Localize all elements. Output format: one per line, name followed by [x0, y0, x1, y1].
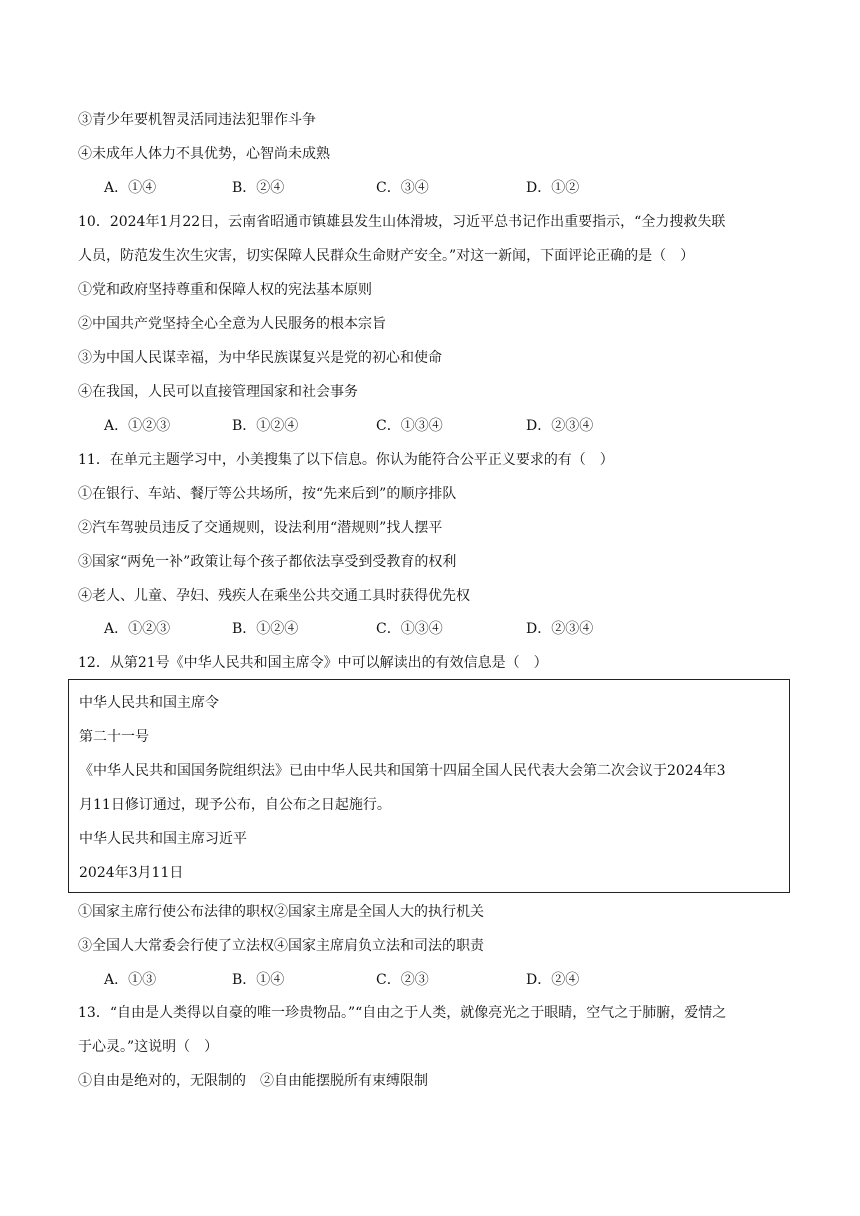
q10-option-b: B．①②④	[232, 418, 299, 434]
q10-stem-line-1: 10．2024年1月22日，云南省昭通市镇雄县发生山体滑坡，习近平总书记作出重要指示，“全力搜救失联	[78, 214, 726, 230]
decree-signer: 中华人民共和国主席习近平	[79, 831, 247, 847]
q10-stem-line-2: 人员，防范发生次生灾害，切实保障人民群众生命财产安全。”对这一新闻，下面评论正确的是（ ）	[78, 248, 695, 264]
q12-option-c: C．②③	[376, 972, 429, 988]
q11-options	[104, 619, 784, 639]
q9-choice-3: ③青少年要机智灵活同违法犯罪作斗争	[78, 112, 316, 128]
q10-choice-4: ④在我国，人民可以直接管理国家和社会事务	[78, 384, 358, 400]
q9-option-d: D．①②	[526, 180, 580, 196]
decree-title: 中华人民共和国主席令	[79, 695, 219, 711]
q12-choice-3-4: ③全国人大常委会行使了立法权④国家主席肩负立法和司法的职责	[78, 938, 484, 954]
q11-stem: 11．在单元主题学习中，小美搜集了以下信息。你认为能符合公平正义要求的有（ ）	[78, 452, 614, 468]
q12-stem: 12．从第21号《中华人民共和国主席令》中可以解读出的有效信息是（ ）	[78, 655, 548, 671]
q10-option-d: D．②③④	[526, 418, 594, 434]
q13-stem-line-2: 于心灵。”这说明（ ）	[78, 1039, 219, 1055]
q13-stem-line-1: 13．“自由是人类得以自豪的唯一珍贵物品。”“自由之于人类，就像亮光之于眼睛，空气之于肺腑，爱情之	[78, 1005, 727, 1021]
q10-option-a: A．①②③	[104, 418, 171, 434]
decree-number: 第二十一号	[79, 729, 149, 745]
q12-choice-1-2: ①国家主席行使公布法律的职权②国家主席是全国人大的执行机关	[78, 904, 484, 920]
q10-choice-2: ②中国共产党坚持全心全意为人民服务的根本宗旨	[78, 316, 386, 332]
q12-option-b: B．①④	[232, 972, 285, 988]
q10-choice-3: ③为中国人民谋幸福，为中华民族谋复兴是党的初心和使命	[78, 350, 442, 366]
decree-date: 2024年3月11日	[79, 865, 184, 881]
q9-choice-4: ④未成年人体力不具优势，心智尚未成熟	[78, 146, 330, 162]
q11-choice-3: ③国家“两免一补”政策让每个孩子都依法享受到受教育的权利	[78, 554, 457, 570]
q11-option-b: B．①②④	[232, 621, 299, 637]
q11-option-c: C．①③④	[376, 621, 443, 637]
q12-option-d: D．②④	[526, 972, 580, 988]
q13-choice-1-2: ①自由是绝对的，无限制的 ②自由能摆脱所有束缚限制	[78, 1073, 428, 1089]
q9-option-b: B．②④	[232, 180, 285, 196]
decree-body-line-2: 月11日修订通过，现予公布，自公布之日起施行。	[79, 797, 391, 813]
q10-option-c: C．①③④	[376, 418, 443, 434]
q11-option-a: A．①②③	[104, 621, 171, 637]
q12-options	[104, 970, 784, 990]
q11-choice-1: ①在银行、车站、餐厅等公共场所，按“先来后到”的顺序排队	[78, 486, 457, 502]
q11-option-d: D．②③④	[526, 621, 594, 637]
q11-choice-2: ②汽车驾驶员违反了交通规则，设法利用“潜规则”找人摆平	[78, 520, 443, 536]
q12-option-a: A．①③	[104, 972, 157, 988]
q10-options	[104, 416, 784, 436]
decree-box	[68, 679, 790, 893]
q9-options	[104, 178, 784, 198]
q10-choice-1: ①党和政府坚持尊重和保障人权的宪法基本原则	[78, 282, 372, 298]
decree-body-line-1: 《中华人民共和国国务院组织法》已由中华人民共和国第十四届全国人民代表大会第二次会议于2024年3	[79, 763, 726, 779]
q9-option-c: C．③④	[376, 180, 429, 196]
q11-choice-4: ④老人、儿童、孕妇、残疾人在乘坐公共交通工具时获得优先权	[78, 588, 470, 604]
q9-option-a: A．①④	[104, 180, 157, 196]
